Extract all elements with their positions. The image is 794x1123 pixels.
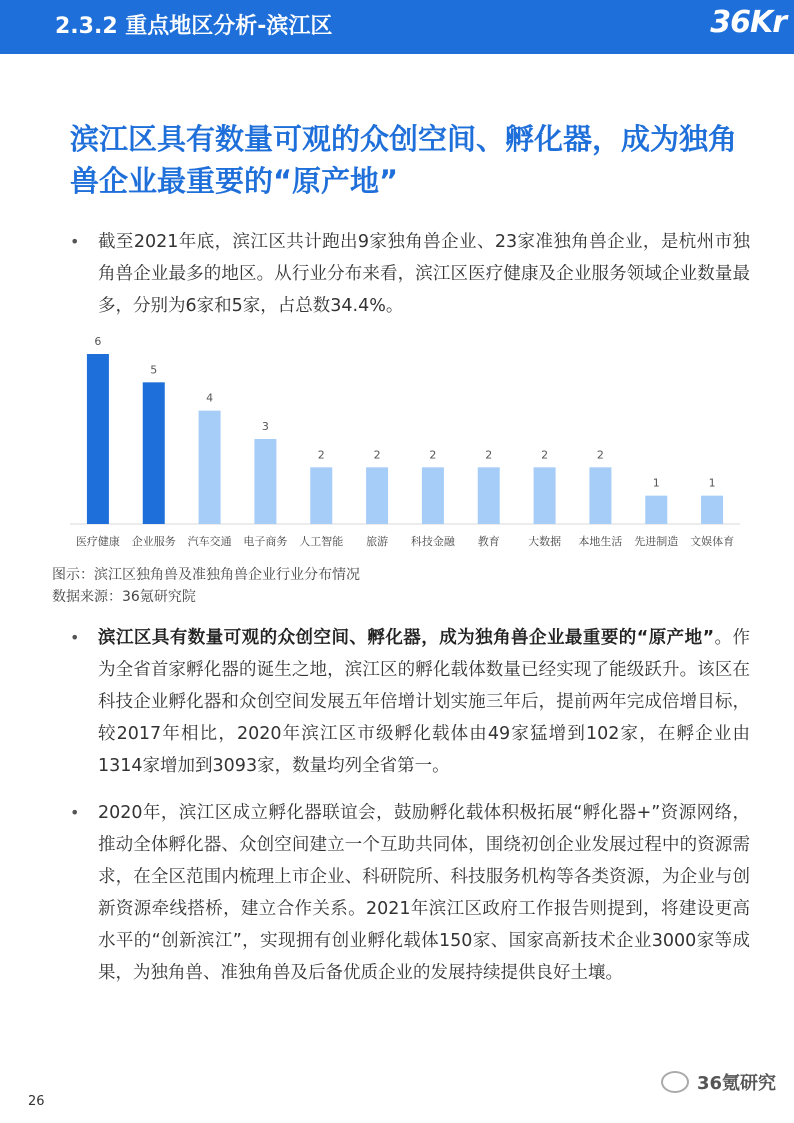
watermark: [661, 1062, 776, 1102]
figure-caption: 图示：滨江区独角兽及准独角兽企业行业分布情况: [52, 567, 360, 583]
page-number: 26: [28, 1094, 45, 1109]
section-title: 2.3.2 重点地区分析-滨江区: [55, 14, 333, 39]
bar-value-label-7: 2: [485, 448, 493, 462]
bar-value-label-0: 6: [94, 335, 102, 348]
category-label-5: 旅游: [366, 535, 389, 548]
paragraph-bold-lead: 滨江区具有数量可观的众创空间、孵化器，成为独角兽企业最重要的“原产地”: [98, 628, 715, 648]
category-label-6: 科技金融: [410, 535, 455, 548]
watermark-text: 36氪研究: [696, 1073, 776, 1094]
bar-value-label-1: 5: [150, 363, 158, 377]
brand-logo: 36Kr: [710, 5, 786, 40]
data-source: 数据来源：36氪研究院: [52, 589, 196, 605]
bar-value-label-2: 4: [206, 391, 214, 405]
category-label-1: 企业服务: [131, 535, 176, 548]
bar-value-label-9: 2: [596, 448, 604, 462]
paragraph-incubators: [60, 622, 750, 782]
header-bar: [0, 0, 794, 54]
bar-7: [478, 467, 500, 524]
intro-paragraph: [60, 226, 750, 322]
bullet-marker: •: [70, 232, 80, 251]
industry-bar-chart: [60, 325, 750, 555]
paragraph-body: 。作为全省首家孵化器的诞生之地，滨江区的孵化载体数量已经实现了能级跃升。该区在科技企业孵化器和众创空间发展五年倍增计划实施三年后，提前两年完成倍增目标，较2017年相比，2020年滨江区市级孵化载体由49家猛增到102家，在孵企业由1314家增加到3093家，数量均列全省第一。: [98, 628, 750, 776]
wechat-icon: [661, 1071, 689, 1093]
paragraph-alliance-text: 2020年，滨江区成立孵化器联谊会，鼓励孵化载体积极拓展“孵化器+”资源网络，推动全体孵化器、众创空间建立一个互助共同体，围绕初创企业发展过程中的资源需求，在全区范围内梳理上市企业、科研院所、科技服务机构等各类资源，为企业与创新资源牵线搭桥，建立合作关系。2021年滨江区政府工作报告则提到，将建设更高水平的“创新滨江”，实现拥有创业孵化载体150家、国家高新技术企业3000家等成果，为独角兽、准独角兽及后备优质企业的发展持续提供良好土壤。: [98, 803, 750, 983]
bullet-marker: •: [70, 803, 80, 822]
category-label-11: 文娱体育: [690, 535, 735, 548]
category-label-2: 汽车交通: [187, 535, 232, 548]
category-label-4: 人工智能: [299, 535, 344, 548]
category-label-10: 先进制造: [634, 535, 679, 548]
bar-2: [199, 411, 221, 524]
category-label-8: 大数据: [528, 535, 562, 548]
bar-3: [254, 439, 276, 524]
category-label-3: 电子商务: [243, 535, 288, 548]
bar-value-label-6: 2: [429, 448, 437, 462]
bar-10: [645, 496, 667, 524]
bar-11: [701, 496, 723, 524]
bar-4: [310, 467, 332, 524]
bar-9: [589, 467, 611, 524]
bar-1: [143, 382, 165, 524]
bar-0: [87, 354, 109, 524]
bar-value-label-3: 3: [261, 420, 269, 433]
bar-6: [422, 467, 444, 524]
bar-value-label-8: 2: [541, 448, 549, 462]
bar-value-label-11: 1: [708, 476, 716, 490]
paragraph-incubators-text: [98, 622, 750, 782]
category-label-9: 本地生活: [578, 535, 623, 548]
page-headline: 滨江区具有数量可观的众创空间、孵化器，成为独角兽企业最重要的“原产地”: [70, 122, 738, 198]
intro-text: 截至2021年底，滨江区共计跑出9家独角兽企业、23家准独角兽企业，是杭州市独角兽企业最多的地区。从行业分布来看，滨江区医疗健康及企业服务领域企业数量最多，分别为6家和5家，占总数34.4%。: [98, 232, 750, 316]
bar-value-label-10: 1: [652, 476, 660, 490]
bar-5: [366, 467, 388, 524]
bar-value-label-4: 2: [317, 448, 325, 462]
category-label-7: 教育: [477, 535, 500, 548]
bullet-marker: •: [70, 628, 80, 647]
bar-8: [534, 467, 556, 524]
paragraph-alliance: [60, 797, 750, 989]
bar-value-label-5: 2: [373, 448, 381, 462]
category-label-0: 医疗健康: [75, 535, 120, 548]
